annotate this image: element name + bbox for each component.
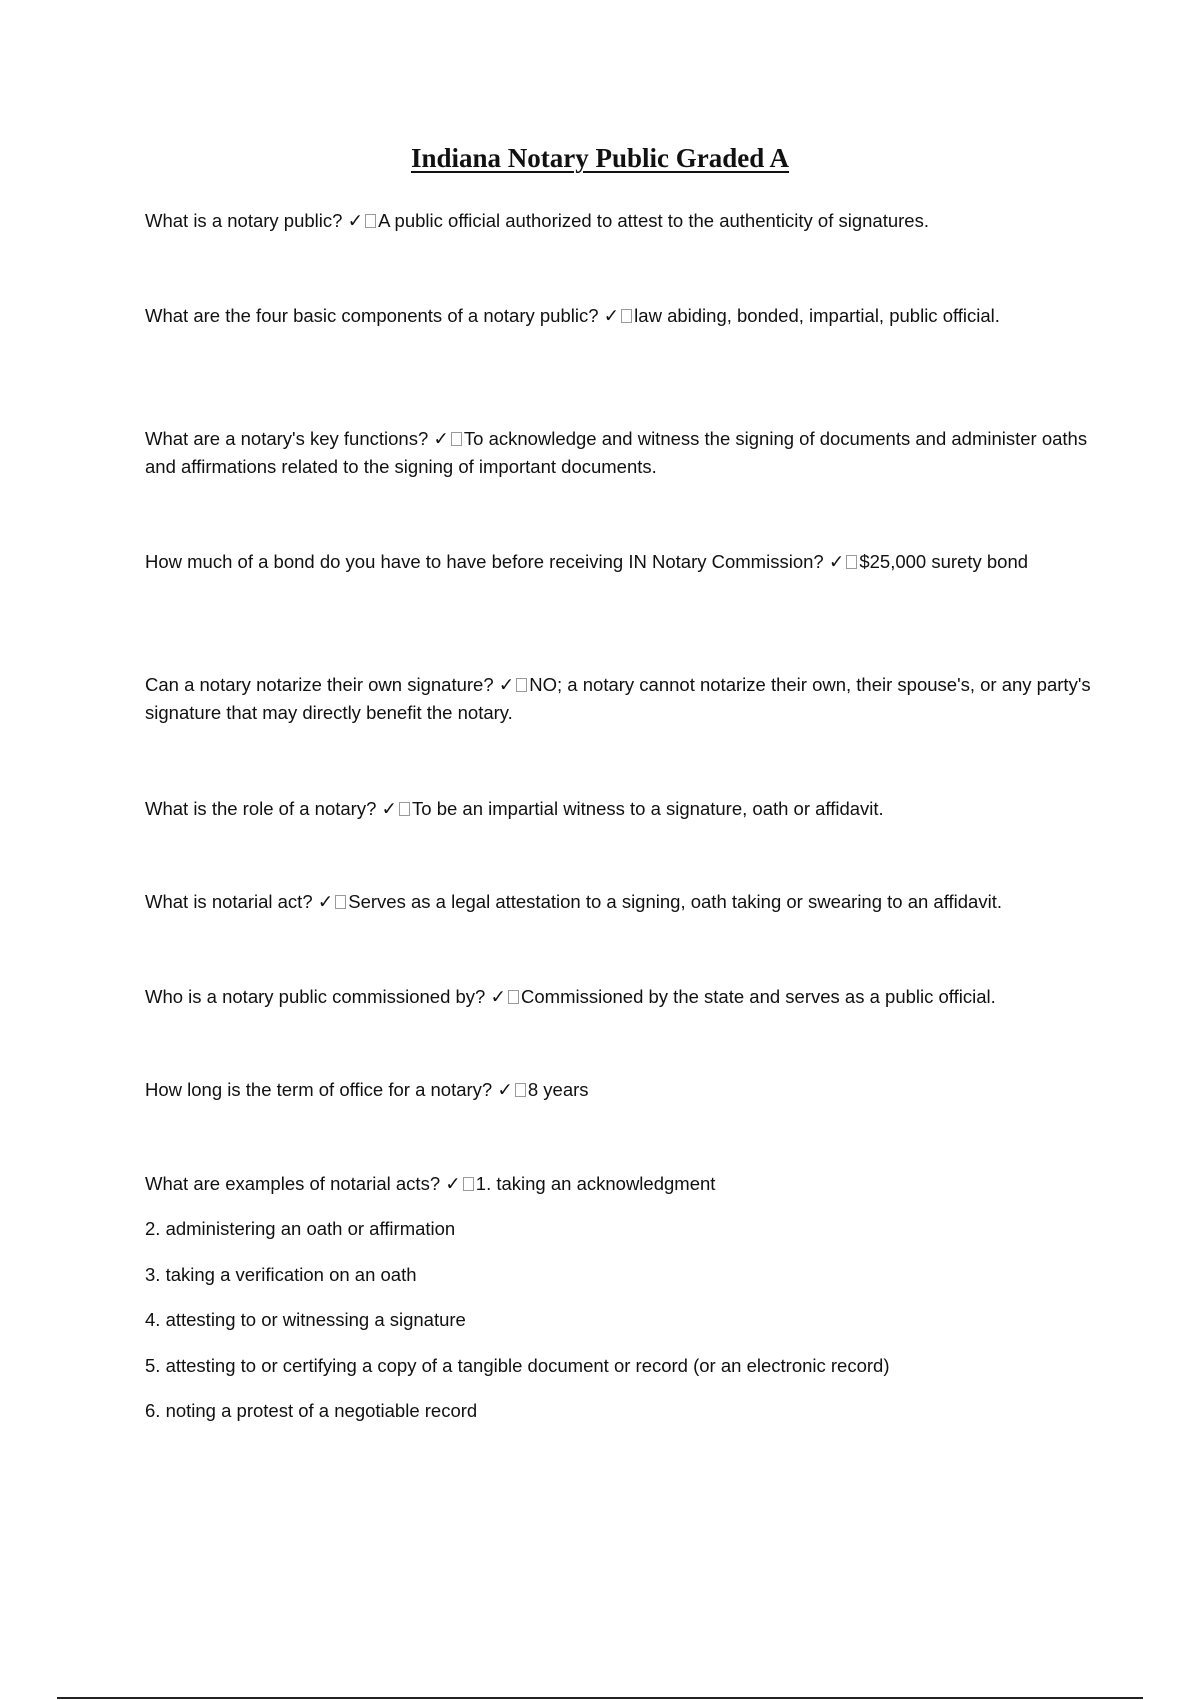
checkbox-icon: [516, 678, 527, 692]
question-text: Who is a notary public commissioned by?: [145, 986, 486, 1007]
check-icon: ✓: [317, 891, 334, 912]
checkbox-icon: [399, 802, 410, 816]
page-title: Indiana Notary Public Graded A: [410, 143, 790, 173]
answer-text: 1. taking an acknowledgment: [475, 1173, 716, 1194]
answer-text: Serves as a legal attestation to a signing, oath taking or swearing to an affidavit.: [348, 891, 1002, 912]
qa-item: [145, 888, 1095, 916]
check-icon: ✓: [381, 798, 398, 819]
qa-item: [145, 302, 1095, 330]
qa-item: [145, 983, 1095, 1011]
checkbox-icon: [335, 895, 346, 909]
checkbox-icon: [621, 309, 632, 323]
question-text: What is a notary public?: [145, 210, 343, 231]
checkbox-icon: [463, 1177, 474, 1191]
question-text: What are examples of notarial acts?: [145, 1173, 441, 1194]
checkbox-icon: [451, 432, 462, 446]
answer-text: NO; a notary cannot notarize their own, their spouse's, or any party's signature that may directly benefit the notary.: [145, 674, 1091, 723]
check-icon: ✓: [497, 1079, 513, 1100]
answer-text: To acknowledge and witness the signing of documents and administer oaths and affirmations related to the signing of important documents.: [145, 428, 1088, 477]
question-text: What are a notary's key functions?: [145, 428, 429, 449]
question-text: What are the four basic components of a notary public?: [145, 305, 599, 326]
question-text: Can a notary notarize their own signature?: [145, 674, 494, 695]
list-item: 2. administering an oath or affirmation: [145, 1218, 456, 1239]
question-text: How long is the term of office for a notary?: [145, 1079, 493, 1100]
check-icon: ✓: [498, 674, 515, 695]
checkbox-icon: [365, 214, 376, 228]
list-item: 5. attesting to or certifying a copy of a tangible document or record (or an electronic record): [145, 1355, 890, 1376]
answer-text: law abiding, bonded, impartial, public official.: [634, 305, 1000, 326]
answer-text: $25,000 surety bond: [859, 551, 1029, 572]
question-text: What is the role of a notary?: [145, 798, 377, 819]
list-item: 6. noting a protest of a negotiable record: [145, 1400, 478, 1421]
qa-item: [145, 207, 1095, 235]
question-text: What is notarial act?: [145, 891, 313, 912]
check-icon: ✓: [828, 551, 845, 572]
answer-text: Commissioned by the state and serves as a public official.: [521, 986, 996, 1007]
qa-item: [145, 795, 1095, 823]
qa-item: [145, 548, 1095, 576]
answer-text: A public official authorized to attest to the authenticity of signatures.: [378, 210, 929, 231]
answer-text: To be an impartial witness to a signature, oath or affidavit.: [412, 798, 884, 819]
qa-item: [145, 425, 1095, 481]
list-item: 3. taking a verification on an oath: [145, 1264, 417, 1285]
footer-divider: [57, 1697, 1143, 1699]
checkbox-icon: [846, 555, 857, 569]
checkbox-icon: [508, 990, 519, 1004]
answer-text: 8 years: [527, 1079, 589, 1100]
checkbox-icon: [515, 1083, 526, 1097]
check-icon: ✓: [490, 986, 507, 1007]
qa-item: [145, 1170, 1095, 1198]
question-text: How much of a bond do you have to have before receiving IN Notary Commission?: [145, 551, 824, 572]
check-icon: ✓: [603, 305, 620, 326]
qa-item: [145, 1076, 1095, 1104]
check-icon: ✓: [445, 1173, 461, 1194]
check-icon: ✓: [347, 210, 364, 231]
list-item: 4. attesting to or witnessing a signature: [145, 1309, 466, 1330]
check-icon: ✓: [433, 428, 449, 449]
qa-item: [145, 671, 1095, 727]
